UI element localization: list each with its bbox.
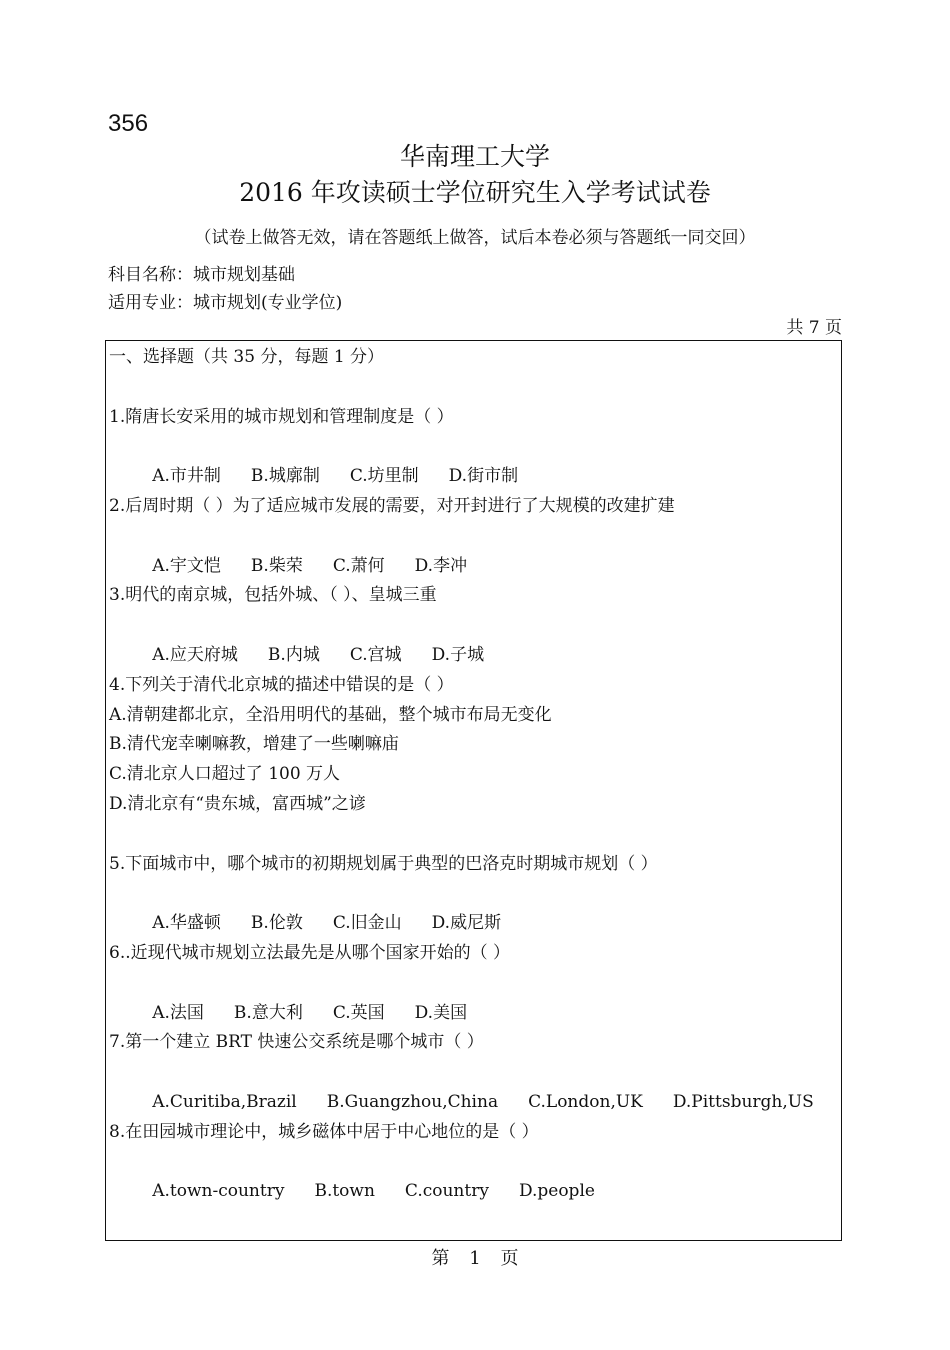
option: D.威尼斯 (431, 913, 502, 934)
exam-code: 356 (108, 110, 149, 137)
question-block (109, 1028, 837, 1112)
option: A.华盛顿 (152, 913, 221, 934)
question-stem: 2.后周时期（ ）为了适应城市发展的需要，对开封进行了大规模的改建扩建 (109, 495, 675, 516)
question-options (109, 522, 837, 576)
option: D.美国 (414, 1002, 468, 1023)
question-stem: 4.下列关于清代北京城的描述中错误的是（ ） (109, 674, 454, 695)
question-block (109, 581, 837, 665)
question-options (109, 432, 837, 487)
section-title: 一、选择题（共 35 分，每题 1 分） (109, 347, 385, 367)
question-options (109, 1058, 837, 1112)
question-block (109, 671, 837, 820)
option: B.城廓制 (250, 466, 320, 487)
option: B.柴荣 (250, 555, 303, 576)
option-line: D.清北京有“贵东城，富西城”之谚 (109, 793, 366, 814)
question-stem: 3.明代的南京城，包括外城、（ ）、皇城三重 (109, 585, 437, 606)
page-number: 第 1 页 (431, 1248, 519, 1269)
question-stem: 1.隋唐长安采用的城市规划和管理制度是（ ） (109, 406, 454, 427)
answer-box (105, 340, 842, 1241)
option: D.街市制 (448, 466, 519, 487)
option: C.London,UK (528, 1091, 643, 1112)
question-stem: 8.在田园城市理论中，城乡磁体中居于中心地位的是（ ） (109, 1121, 539, 1142)
question-options (109, 879, 837, 934)
total-pages: 共 7 页 (786, 318, 842, 338)
option-line: C.清北京人口超过了 100 万人 (109, 764, 341, 785)
option: A.市井制 (152, 466, 221, 487)
applicable-major: 适用专业：城市规划(专业学位) (108, 293, 343, 313)
question-block (109, 492, 837, 576)
option: B.内城 (267, 644, 320, 665)
question-options (109, 611, 837, 665)
option: A.town-country (152, 1181, 285, 1202)
option: A.宇文恺 (152, 555, 221, 576)
question-stem: 7.第一个建立 BRT 快速公交系统是哪个城市（ ） (109, 1032, 484, 1053)
option: A.Curitiba,Brazil (152, 1091, 297, 1112)
question-content (109, 343, 837, 1202)
question-block (109, 403, 837, 487)
exam-title: 2016 年攻读硕士学位研究生入学考试试卷 (239, 178, 711, 207)
spacer (109, 373, 837, 403)
question-options (109, 969, 837, 1023)
option: A.法国 (152, 1002, 204, 1023)
option: C.坊里制 (349, 466, 419, 487)
question-stem: 6..近现代城市规划立法最先是从哪个国家开始的（ ） (109, 942, 511, 963)
question-block (109, 850, 837, 934)
option: C.宫城 (349, 644, 402, 665)
subject-name: 科目名称：城市规划基础 (108, 265, 295, 285)
question-stem: 5.下面城市中，哪个城市的初期规划属于典型的巴洛克时期城市规划（ ） (109, 853, 658, 874)
option-line: B.清代宠幸喇嘛教，增建了一些喇嘛庙 (109, 734, 399, 755)
spacer (109, 820, 837, 850)
option: D.李冲 (414, 555, 468, 576)
university-name: 华南理工大学 (399, 142, 550, 171)
option: B.Guangzhou,China (326, 1091, 499, 1112)
question-options (109, 1148, 837, 1202)
option: B.伦敦 (250, 913, 303, 934)
option: C.英国 (332, 1002, 385, 1023)
option: B.意大利 (233, 1002, 303, 1023)
option: D.子城 (431, 644, 485, 665)
option: C.旧金山 (332, 913, 402, 934)
option: D.Pittsburgh,US (672, 1091, 814, 1112)
option: C.country (404, 1181, 489, 1202)
option: D.people (518, 1181, 595, 1202)
question-block (109, 939, 837, 1023)
exam-notice: （试卷上做答无效，请在答题纸上做答，试后本卷必须与答题纸一同交回） (194, 228, 756, 248)
option: A.应天府城 (152, 644, 238, 665)
question-block (109, 1118, 837, 1202)
option: C.萧何 (332, 555, 385, 576)
option-line: A.清朝建都北京，全沿用明代的基础，整个城市布局无变化 (109, 704, 552, 725)
option: B.town (314, 1181, 375, 1202)
